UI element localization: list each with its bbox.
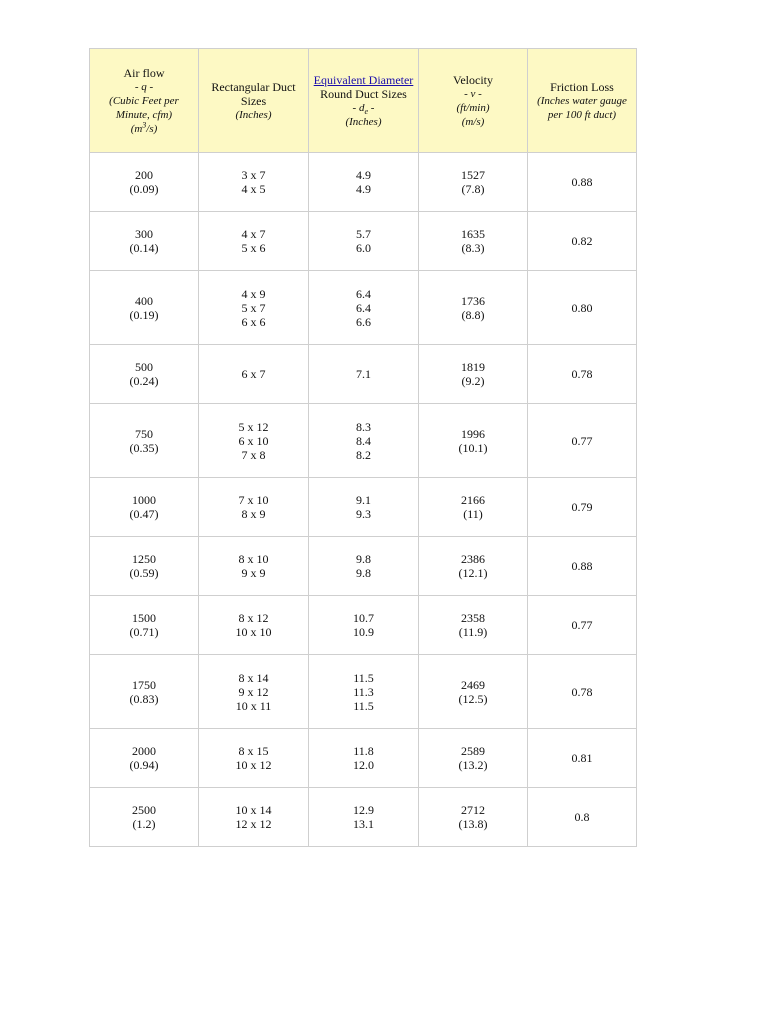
rect-duct-cell [199, 271, 309, 345]
rect-duct-size: 8 x 12 [238, 611, 269, 625]
round-duct-diameter: 6.4 [356, 300, 371, 315]
rect-duct-cell [199, 596, 309, 655]
table-row [90, 729, 637, 788]
airflow-unit-imperial: (Cubic Feet per Minute, cfm) [109, 94, 179, 121]
velocity-ms: (8.8) [461, 307, 485, 322]
friction-loss-value: 0.8 [574, 810, 590, 824]
table-row [90, 655, 637, 729]
velocity-cell [419, 404, 528, 478]
header-airflow [90, 49, 199, 153]
rect-duct-size: 5 x 7 [241, 300, 266, 315]
airflow-m3s: (0.35) [129, 440, 159, 455]
round-duct-diameter: 6.6 [356, 314, 371, 329]
table-row [90, 212, 637, 271]
table-row [90, 153, 637, 212]
friction-cell [528, 345, 637, 404]
airflow-m3s: (0.71) [129, 625, 159, 639]
round-duct-diameter: 12.0 [353, 758, 374, 772]
rect-duct-cell [199, 537, 309, 596]
friction-cell [528, 212, 637, 271]
round-duct-diameter: 6.0 [356, 241, 371, 255]
velocity-ms: (11) [463, 507, 483, 521]
round-duct-diameter: 9.8 [356, 566, 371, 580]
airflow-cfm: 300 [135, 227, 153, 241]
round-duct-cell [309, 655, 419, 729]
rect-duct-size: 6 x 7 [241, 367, 266, 381]
velocity-cell [419, 212, 528, 271]
table-header [90, 49, 637, 153]
velocity-ftmin: 2166 [461, 493, 485, 507]
table-row [90, 788, 637, 847]
rect-duct-cell [199, 655, 309, 729]
header-row [90, 49, 637, 153]
rect-duct-size: 9 x 9 [241, 566, 266, 580]
round-symbol: - $d_e$ - [352, 101, 375, 116]
airflow-cfm: 1250 [132, 552, 156, 566]
round-duct-cell [309, 729, 419, 788]
round-duct-cell [309, 596, 419, 655]
velocity-ftmin: 1819 [461, 360, 485, 374]
airflow-m3s: (0.24) [129, 374, 159, 388]
velocity-cell [419, 537, 528, 596]
round-duct-diameter: 9.1 [356, 493, 371, 507]
round-duct-cell [309, 537, 419, 596]
header-rect-duct [199, 49, 309, 153]
table-row [90, 537, 637, 596]
airflow-cfm: 750 [135, 426, 153, 441]
friction-cell [528, 537, 637, 596]
rect-duct-size: 9 x 12 [238, 684, 269, 699]
velocity-ftmin: 1996 [461, 426, 485, 441]
header-velocity [419, 49, 528, 153]
rect-duct-size: 10 x 11 [235, 698, 272, 713]
rect-duct-size: 12 x 12 [235, 817, 272, 831]
velocity-ms: (11.9) [458, 625, 488, 639]
rect-duct-size: 4 x 9 [241, 286, 266, 301]
velocity-ms: (7.8) [461, 182, 485, 196]
round-duct-diameter: 11.5 [353, 698, 374, 713]
round-duct-diameter: 7.1 [356, 367, 371, 381]
round-duct-diameter: 9.3 [356, 507, 371, 521]
round-duct-cell [309, 478, 419, 537]
rect-duct-cell [199, 153, 309, 212]
airflow-cell [90, 478, 199, 537]
airflow-m3s: (0.94) [129, 758, 159, 772]
rect-duct-size: 8 x 14 [238, 670, 269, 685]
round-duct-diameter: 11.8 [353, 744, 374, 758]
velocity-ms: (12.1) [458, 566, 488, 580]
airflow-cell [90, 404, 199, 478]
airflow-cfm: 500 [135, 360, 153, 374]
velocity-ftmin: 2712 [461, 803, 485, 817]
table-row [90, 404, 637, 478]
airflow-m3s: (0.19) [129, 307, 159, 322]
rect-duct-cell [199, 478, 309, 537]
airflow-m3s: (0.14) [129, 241, 159, 255]
rect-duct-cell [199, 212, 309, 271]
friction-unit: (Inches water gauge per 100 ft duct) [537, 94, 627, 121]
round-duct-diameter: 8.4 [356, 433, 371, 448]
velocity-ms: (12.5) [458, 691, 488, 706]
velocity-title: Velocity [453, 72, 493, 87]
round-duct-cell [309, 345, 419, 404]
rect-duct-size: 10 x 14 [235, 803, 272, 817]
header-round-duct [309, 49, 419, 153]
airflow-cell [90, 271, 199, 345]
friction-cell [528, 729, 637, 788]
round-duct-cell [309, 271, 419, 345]
round-duct-cell [309, 788, 419, 847]
rect-duct-size: 5 x 6 [241, 241, 266, 255]
airflow-m3s: (0.83) [129, 691, 159, 706]
rect-duct-size: 6 x 10 [238, 433, 269, 448]
velocity-ftmin: 2589 [461, 744, 485, 758]
round-duct-diameter: 10.7 [353, 611, 374, 625]
round-duct-diameter: 11.3 [353, 684, 374, 699]
rect-duct-size: 6 x 6 [241, 314, 266, 329]
airflow-cfm: 1000 [132, 493, 156, 507]
airflow-m3s: (0.47) [129, 507, 159, 521]
rect-duct-size: 8 x 10 [238, 552, 269, 566]
airflow-cell [90, 212, 199, 271]
round-duct-diameter: 5.7 [356, 227, 371, 241]
velocity-unit-metric: (m/s) [461, 115, 485, 128]
airflow-cell [90, 345, 199, 404]
velocity-cell [419, 153, 528, 212]
airflow-symbol: - q - [134, 80, 154, 93]
round-duct-diameter: 12.9 [353, 803, 374, 817]
rect-duct-cell [199, 729, 309, 788]
friction-loss-value: 0.88 [571, 559, 593, 573]
airflow-cell [90, 596, 199, 655]
rect-duct-size: 8 x 15 [238, 744, 269, 758]
friction-cell [528, 596, 637, 655]
friction-cell [528, 404, 637, 478]
friction-loss-value: 0.78 [571, 684, 593, 699]
friction-cell [528, 153, 637, 212]
friction-loss-value: 0.80 [571, 300, 593, 315]
round-duct-diameter: 4.9 [356, 168, 371, 182]
rect-title-line2: Sizes [240, 93, 267, 108]
airflow-m3s: (1.2) [132, 817, 156, 831]
rect-duct-size: 10 x 10 [235, 625, 272, 639]
airflow-title: Air flow [123, 65, 165, 80]
velocity-ms: (9.2) [461, 374, 485, 388]
table-row [90, 478, 637, 537]
rect-duct-size: 8 x 9 [241, 507, 266, 521]
airflow-cell [90, 655, 199, 729]
friction-cell [528, 271, 637, 345]
round-duct-diameter: 13.1 [353, 817, 374, 831]
velocity-ftmin: 1527 [461, 168, 485, 182]
round-duct-diameter: 6.4 [356, 286, 371, 301]
friction-loss-value: 0.82 [571, 234, 593, 248]
friction-loss-value: 0.81 [571, 751, 593, 765]
velocity-cell [419, 596, 528, 655]
airflow-cell [90, 788, 199, 847]
airflow-unit-metric: $(m^3/s)$ [130, 119, 158, 135]
rect-duct-size: 7 x 8 [241, 447, 266, 462]
rect-duct-cell [199, 788, 309, 847]
rect-duct-size: 3 x 7 [241, 168, 266, 182]
rect-duct-size: 10 x 12 [235, 758, 272, 772]
round-title: Round Duct Sizes [320, 86, 407, 101]
velocity-ms: (10.1) [458, 440, 488, 455]
airflow-cfm: 2000 [132, 744, 156, 758]
velocity-cell [419, 345, 528, 404]
airflow-cfm: 1500 [132, 611, 156, 625]
round-duct-cell [309, 153, 419, 212]
velocity-symbol: - v - [464, 87, 482, 100]
friction-cell [528, 655, 637, 729]
velocity-ms: (8.3) [461, 241, 485, 255]
friction-loss-value: 0.79 [571, 500, 593, 514]
velocity-ms: (13.8) [458, 817, 488, 831]
rect-duct-cell [199, 345, 309, 404]
friction-title: Friction Loss [550, 79, 614, 94]
velocity-unit-imperial: (ft/min) [456, 101, 490, 114]
airflow-m3s: (0.09) [129, 182, 159, 196]
rect-duct-cell [199, 404, 309, 478]
rect-duct-size: 4 x 5 [241, 182, 266, 196]
velocity-ftmin: 2358 [461, 611, 485, 625]
table-row [90, 271, 637, 345]
rect-duct-size: 5 x 12 [238, 419, 269, 434]
header-friction-loss [528, 49, 637, 153]
table-row [90, 345, 637, 404]
airflow-cell [90, 153, 199, 212]
rect-duct-size: 7 x 10 [238, 493, 269, 507]
velocity-ftmin: 1736 [461, 293, 485, 308]
velocity-cell [419, 655, 528, 729]
friction-cell [528, 788, 637, 847]
friction-loss-value: 0.78 [571, 367, 593, 381]
airflow-m3s: (0.59) [129, 566, 159, 580]
round-duct-cell [309, 212, 419, 271]
airflow-cfm: 1750 [132, 677, 156, 692]
round-unit: (Inches) [345, 115, 382, 128]
equivalent-diameter-link[interactable]: Equivalent Diameter [313, 72, 414, 87]
airflow-cfm: 2500 [132, 803, 156, 817]
rect-unit: (Inches) [235, 108, 272, 121]
friction-loss-value: 0.77 [571, 618, 593, 632]
duct-sizing-table [89, 48, 637, 847]
round-duct-diameter: 4.9 [356, 182, 371, 196]
round-duct-diameter: 8.2 [356, 447, 371, 462]
round-duct-diameter: 8.3 [356, 419, 371, 434]
velocity-ftmin: 2386 [461, 552, 485, 566]
friction-loss-value: 0.88 [571, 175, 593, 189]
velocity-cell [419, 271, 528, 345]
rect-duct-size: 4 x 7 [241, 227, 266, 241]
airflow-cfm: 400 [135, 293, 153, 308]
velocity-cell [419, 729, 528, 788]
velocity-cell [419, 478, 528, 537]
table-row [90, 596, 637, 655]
round-duct-diameter: 9.8 [356, 552, 371, 566]
table-body [90, 153, 637, 847]
friction-loss-value: 0.77 [571, 433, 593, 448]
velocity-cell [419, 788, 528, 847]
airflow-cell [90, 729, 199, 788]
round-duct-diameter: 10.9 [353, 625, 374, 639]
round-duct-cell [309, 404, 419, 478]
round-duct-diameter: 11.5 [353, 670, 374, 685]
velocity-ftmin: 2469 [461, 677, 485, 692]
velocity-ms: (13.2) [458, 758, 488, 772]
rect-title-line1: Rectangular Duct [211, 79, 296, 94]
airflow-cell [90, 537, 199, 596]
friction-cell [528, 478, 637, 537]
airflow-cfm: 200 [135, 168, 153, 182]
velocity-ftmin: 1635 [461, 227, 485, 241]
